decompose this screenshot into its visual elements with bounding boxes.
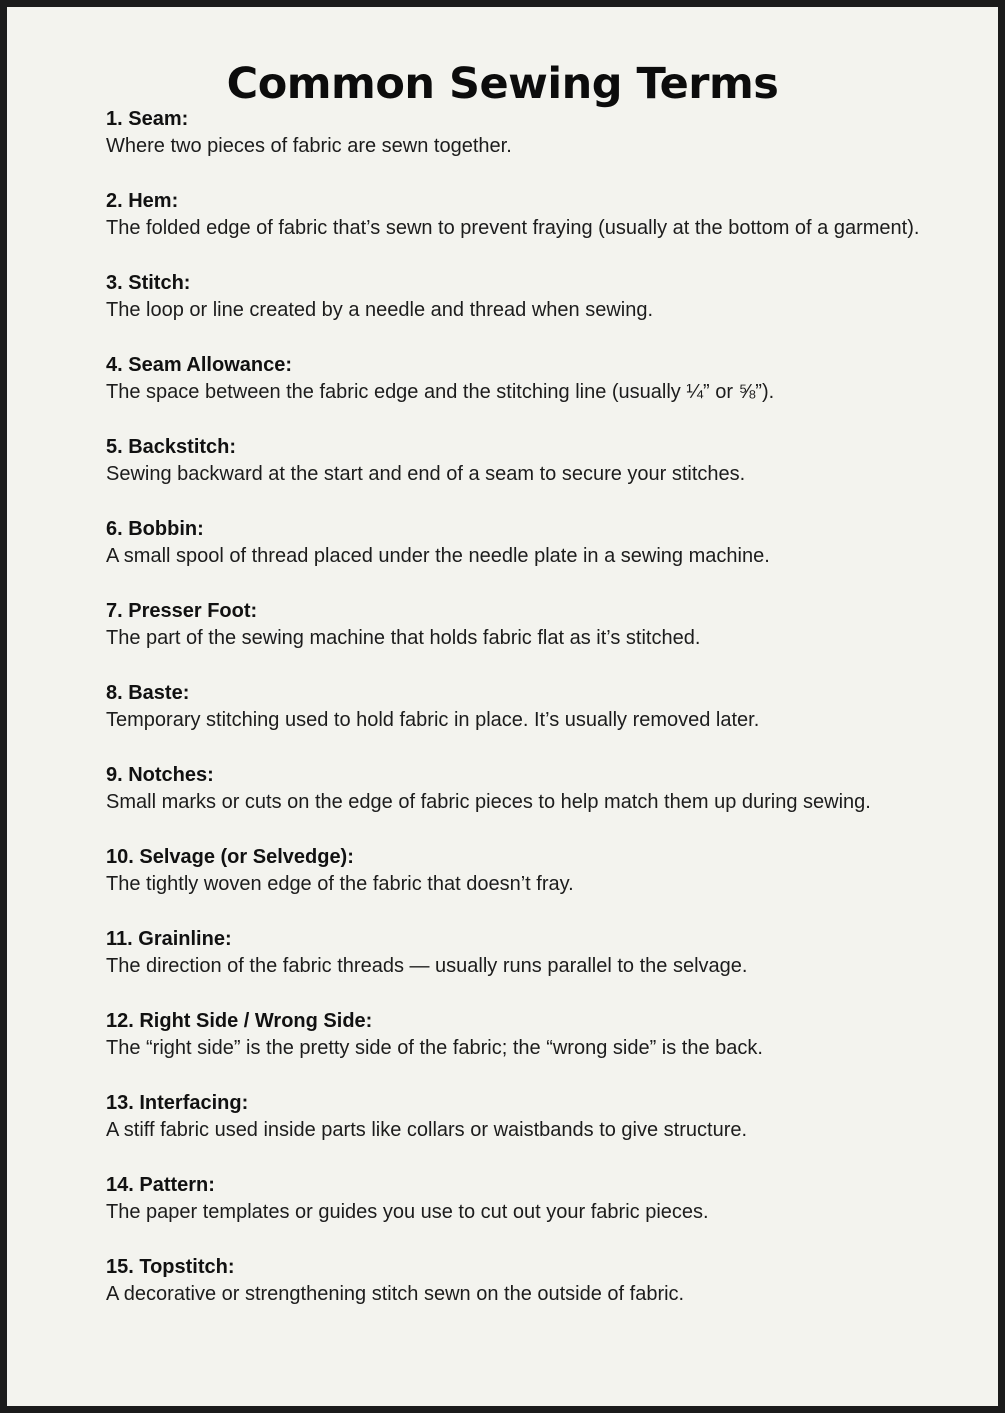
list-item xyxy=(106,433,936,488)
term-name: 10. Selvage (or Selvedge): xyxy=(106,846,354,868)
list-item xyxy=(106,269,936,324)
term-definition: The part of the sewing machine that holds fabric flat as it’s stitched. xyxy=(106,627,701,649)
list-item xyxy=(106,105,936,160)
list-item xyxy=(106,761,936,816)
term-name: 3. Stitch: xyxy=(106,272,191,294)
term-name: 2. Hem: xyxy=(106,190,179,212)
list-item xyxy=(106,679,936,734)
list-item xyxy=(106,351,936,406)
term-name: 1. Seam: xyxy=(106,108,189,130)
list-item xyxy=(106,925,936,980)
term-name: 15. Topstitch: xyxy=(106,1256,235,1278)
term-definition: Sewing backward at the start and end of a seam to secure your stitches. xyxy=(106,463,746,485)
terms-list xyxy=(106,105,936,1335)
term-name: 4. Seam Allowance: xyxy=(106,354,292,376)
document-page xyxy=(7,7,998,1406)
term-definition: Where two pieces of fabric are sewn together. xyxy=(106,135,512,157)
term-name: 13. Interfacing: xyxy=(106,1092,249,1114)
term-definition: A decorative or strengthening stitch sewn on the outside of fabric. xyxy=(106,1283,685,1305)
term-definition: The tightly woven edge of the fabric that doesn’t fray. xyxy=(106,873,574,895)
term-definition: A stiff fabric used inside parts like collars or waistbands to give structure. xyxy=(106,1119,748,1141)
list-item xyxy=(106,187,936,242)
term-definition: The loop or line created by a needle and thread when sewing. xyxy=(106,299,654,321)
term-name: 7. Presser Foot: xyxy=(106,600,258,622)
list-item xyxy=(106,843,936,898)
term-name: 14. Pattern: xyxy=(106,1174,215,1196)
term-definition: A small spool of thread placed under the needle plate in a sewing machine. xyxy=(106,545,770,567)
term-name: 5. Backstitch: xyxy=(106,436,237,458)
term-name: 11. Grainline: xyxy=(106,928,232,950)
term-definition: The paper templates or guides you use to cut out your fabric pieces. xyxy=(106,1201,709,1223)
term-definition: The space between the fabric edge and the stitching line (usually ¼” or ⅝”). xyxy=(106,381,775,403)
term-definition: The folded edge of fabric that’s sewn to prevent fraying (usually at the bottom of a garment). xyxy=(106,217,920,239)
term-definition: Small marks or cuts on the edge of fabric pieces to help match them up during sewing. xyxy=(106,791,871,813)
term-name: 9. Notches: xyxy=(106,764,214,786)
term-name: 8. Baste: xyxy=(106,682,190,704)
term-name: 12. Right Side / Wrong Side: xyxy=(106,1010,373,1032)
term-definition: The “right side” is the pretty side of the fabric; the “wrong side” is the back. xyxy=(106,1037,763,1059)
list-item xyxy=(106,515,936,570)
page-title: Common Sewing Terms xyxy=(226,59,779,109)
term-definition: Temporary stitching used to hold fabric in place. It’s usually removed later. xyxy=(106,709,760,731)
list-item xyxy=(106,1089,936,1144)
list-item xyxy=(106,1171,936,1226)
term-definition: The direction of the fabric threads — usually runs parallel to the selvage. xyxy=(106,955,748,977)
list-item xyxy=(106,1253,936,1308)
term-name: 6. Bobbin: xyxy=(106,518,204,540)
list-item xyxy=(106,1007,936,1062)
list-item xyxy=(106,597,936,652)
